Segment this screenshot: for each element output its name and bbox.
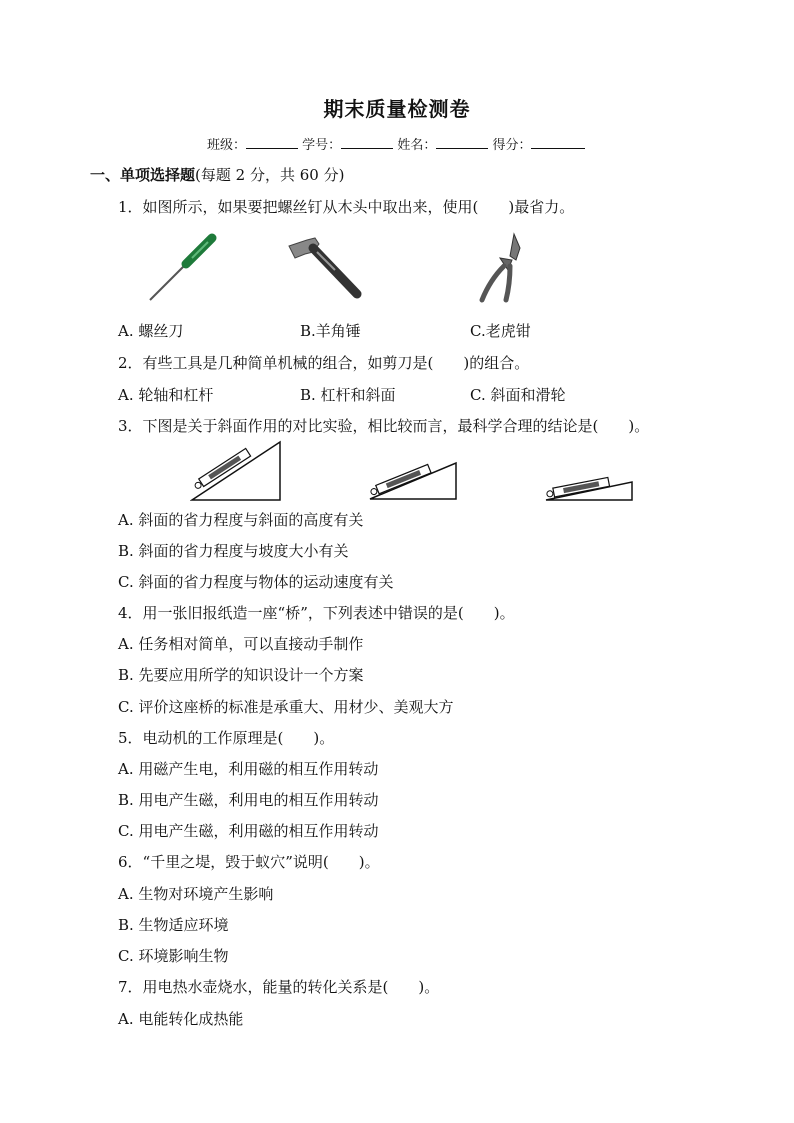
question-1-option-c: C.老虎钳 bbox=[470, 322, 531, 340]
question-4-stem: 4．用一张旧报纸造一座“桥”，下列表述中错误的是( )。 bbox=[118, 604, 515, 622]
question-2-stem: 2．有些工具是几种简单机械的组合，如剪刀是( )的组合。 bbox=[118, 354, 530, 372]
question-3-option-b: B. 斜面的省力程度与坡度大小有关 bbox=[118, 542, 349, 560]
question-4-option-c: C. 评价这座桥的标准是承重大、用材少、美观大方 bbox=[118, 698, 454, 716]
class-label: 班级： bbox=[207, 138, 247, 153]
question-5-option-b: B. 用电产生磁，利用电的相互作用转动 bbox=[118, 791, 379, 809]
question-7-stem: 7．用电热水壶烧水，能量的转化关系是( )。 bbox=[118, 978, 440, 996]
pliers-icon bbox=[474, 230, 534, 304]
question-5-option-c: C. 用电产生磁，利用磁的相互作用转动 bbox=[118, 822, 379, 840]
name-label: 姓名： bbox=[397, 138, 437, 153]
section-title: 一、单项选择题 bbox=[90, 166, 196, 184]
id-label: 学号： bbox=[302, 138, 342, 153]
question-4-option-b: B. 先要应用所学的知识设计一个方案 bbox=[118, 666, 364, 684]
id-blank bbox=[341, 136, 393, 149]
score-label: 得分： bbox=[492, 138, 532, 153]
section-heading bbox=[90, 164, 344, 185]
question-6-option-b: B. 生物适应环境 bbox=[118, 916, 229, 934]
page-title: 期末质量检测卷 bbox=[323, 97, 471, 121]
question-2-option-c: C. 斜面和滑轮 bbox=[470, 386, 566, 404]
screwdriver-icon bbox=[142, 230, 222, 306]
class-blank bbox=[246, 136, 298, 149]
name-blank bbox=[436, 136, 488, 149]
section-note: (每题 2 分，共 60 分) bbox=[195, 166, 345, 184]
question-2-option-a: A. 轮轴和杠杆 bbox=[118, 386, 214, 404]
question-4-option-a: A. 任务相对简单，可以直接动手制作 bbox=[118, 635, 364, 653]
question-2-option-b: B. 杠杆和斜面 bbox=[300, 386, 396, 404]
question-5-stem: 5．电动机的工作原理是( )。 bbox=[118, 729, 335, 747]
question-6-option-a: A. 生物对环境产生影响 bbox=[118, 885, 274, 903]
ramp-shallow-icon bbox=[544, 470, 636, 502]
question-5-option-a: A. 用磁产生电，利用磁的相互作用转动 bbox=[118, 760, 379, 778]
question-1-option-a: A. 螺丝刀 bbox=[118, 322, 184, 340]
question-6-stem: 6．“千里之堤，毁于蚁穴”说明( )。 bbox=[118, 853, 380, 871]
claw-hammer-icon bbox=[285, 232, 365, 302]
question-3-option-a: A. 斜面的省力程度与斜面的高度有关 bbox=[118, 511, 364, 529]
question-7-option-a: A. 电能转化成热能 bbox=[118, 1010, 244, 1028]
ramp-steep-icon bbox=[190, 440, 284, 502]
question-1-option-b: B.羊角锤 bbox=[300, 322, 361, 340]
question-1-stem: 1．如图所示，如果要把螺丝钉从木头中取出来，使用( )最省力。 bbox=[118, 198, 575, 216]
question-3-stem: 3．下图是关于斜面作用的对比实验，相比较而言，最科学合理的结论是( )。 bbox=[118, 417, 650, 435]
score-blank bbox=[531, 136, 585, 149]
question-3-option-c: C. 斜面的省力程度与物体的运动速度有关 bbox=[118, 573, 394, 591]
ramp-medium-icon bbox=[368, 461, 460, 501]
question-6-option-c: C. 环境影响生物 bbox=[118, 947, 229, 965]
student-info-line bbox=[207, 134, 585, 153]
